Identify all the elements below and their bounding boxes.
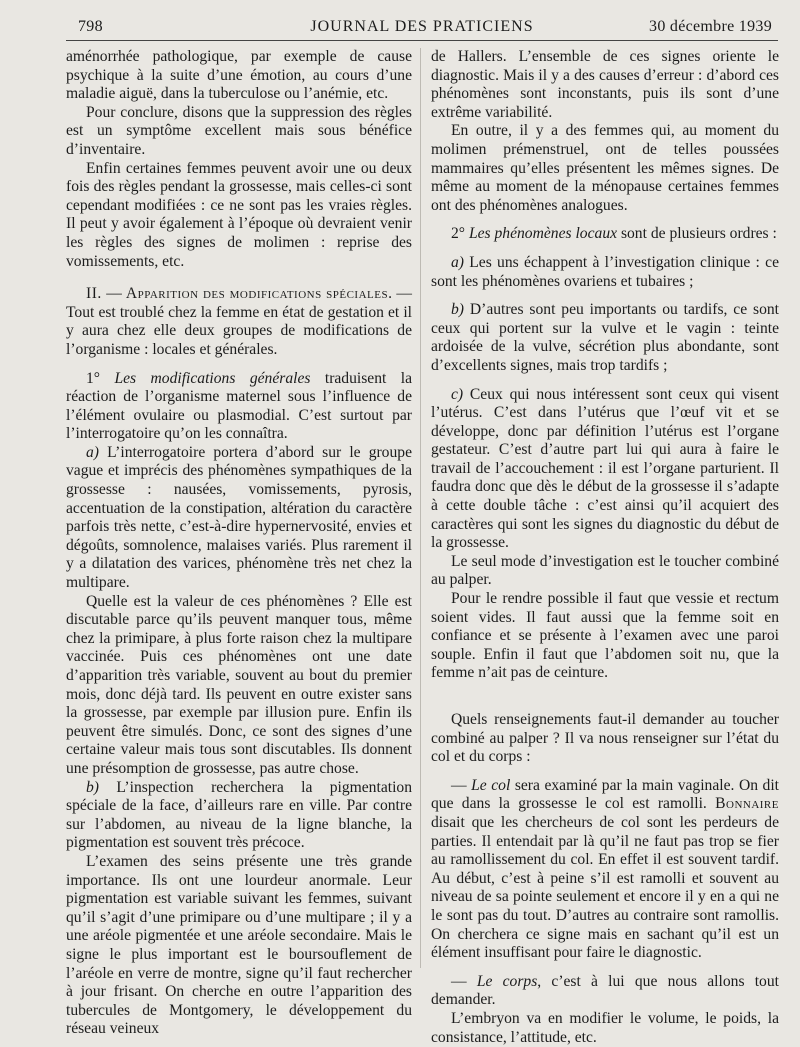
paragraph: aménorrhée pathologique, par exemple de cause psychique à la suite d’une émotion, au cours d’une maladie aiguë, dans la tuberculose ou l’anémie, etc. (66, 48, 412, 103)
paragraph: c) Ceux qui nous intéressent sont ceux qui visent l’utérus. C’est dans l’utérus que l’œuf vit et se développe, donc par définition l’utérus est l’organe gestateur. C’est d’autre part lui qui aura à faire le travail de l’accouchement : il est l’organe parturient. Il faudra donc que dès le début de la grossesse il s’adapte à cette double tâche : c’est ainsi qu’il acquiert des caractères qui sont les signes du diagnostic du début de la grossesse. (431, 385, 779, 552)
subsection-title: Les phénomènes locaux (468, 225, 618, 243)
right-column (431, 48, 779, 1047)
paragraph: Le seul mode d’investigation est le toucher combiné au palper. (431, 552, 779, 589)
paragraph: L’examen des seins présente une très grande importance. Ils ont une lourdeur anormale. Leur pigmentation est variable suivant les femmes, suivant qu’il s’agit d’une primipare ou d’une multipare ; il y a une aréole pigmentée et une aréole secondaire. Mais le signe le plus important est le boursouflement de l’aréole en verre de montre, signe qu’il faut rechercher à jour frisant. On cherche en outre l’apparition des tubercules de Montgomery, le développement du réseau veineux (66, 852, 412, 1038)
paragraph: a) Les uns échappent à l’investigation clinique : ce sont les phénomènes ovariens et tubaires ; (431, 253, 779, 290)
author-name: Bonnaire (715, 795, 779, 813)
paragraph: Quels renseignements faut-il demander au toucher combiné au palper ? Il va nous renseigner sur l’état du col et du corps : (431, 711, 779, 766)
subsection-title: Les modifications générales (114, 369, 311, 387)
left-column (66, 48, 412, 1039)
paragraph: — Le col sera examiné par la main vaginale. On dit que dans la grossesse le col est ramolli. Bonnaire disait que les chercheurs de col sont les perdeurs de parties. Il entendait par là qu’il ne faut pas trop se fier au ramollissement du col. En effet il est souvent tardif. Au début, c’est à peine s’il est ramolli et souvent au niveau de sa pointe seulement et encore il y en a qui ne le sont pas du tout. D’autres au contraire sont ramollis. On cherchera ce signe mais en sachant qu’il est un élément insuffisant pour faire le diagnostic. (431, 776, 779, 962)
page-number: 798 (78, 18, 103, 35)
paragraph: a) L’interrogatoire portera d’abord sur le groupe vague et imprécis des phénomènes sympathiques de la grossesse : nausées, vomissements, pyrosis, accentuation de la constipation, altération du caractère parfois très nette, c’est-à-dire hypernervosité, envies et dégoûts, somnolence, malaises variés. Plus rarement il y a dilatation des varices, phénomène très net chez la multipare. (66, 443, 412, 592)
journal-title: JOURNAL DES PRATICIENS (310, 18, 534, 35)
paragraph: — Le corps, c’est à lui que nous allons tout demander. (431, 972, 779, 1009)
paragraph: Quelle est la valeur de ces phénomènes ? Elle est discutable parce qu’ils peuvent manquer tous, même chez la primipare, à plus forte raison chez la multipare vaccinée. Puis ces phénomènes ont une date d’apparition très variable, souvent au bout du premier mois, donc déjà tard. Ils peuvent en outre exister sans la grossesse, par exemple par illusion pure. Enfin ils peuvent être simulés. Donc, ce sont des signes d’une certaine valeur mais tous sont discutables. Ils donnent une présomption de grossesse, pas autre chose. (66, 592, 412, 777)
paragraph: b) L’inspection recherchera la pigmentation spéciale de la face, d’ailleurs rare en ville. Par contre sur l’abdomen, au niveau de la ligne blanche, la pigmentation est souvent très précoce. (66, 778, 412, 852)
paragraph: Enfin certaines femmes peuvent avoir une ou deux fois des règles pendant la grossesse, mais celles-ci sont cependant modifiées : ce ne sont pas les vraies règles. Il peut y avoir également à l’époque où devraient venir les règles des signes de molimen : reprise des vomissements, etc. (66, 159, 412, 270)
section-heading-paragraph: II. — Apparition des modifications spéciales. — Tout est troublé chez la femme en état de gestation et il y aura chez elle deux groupes de modifications de l’organisme : locales et générales. (66, 285, 412, 358)
section-heading: II. — Apparition des modifications spéciales. (86, 285, 393, 303)
issue-date: 30 décembre 1939 (649, 18, 772, 35)
paragraph: b) D’autres sont peu importants ou tardifs, ce sont ceux qui portent sur la vulve et le vagin : teinte ardoisée de la vulve, sécrétion plus abondante, sont d’excellents signes, mais trop tardifs ; (431, 301, 779, 374)
paragraph: L’embryon va en modifier le volume, le poids, la consistance, l’attitude, etc. (431, 1009, 779, 1046)
paragraph: En outre, il y a des femmes qui, au moment du molimen prémenstruel, ont de telles poussées mammaires qu’elles présentent les mêmes signes. De même au moment de la ménopause certaines femmes ont des phénomènes analogues. (431, 122, 779, 214)
paragraph: de Hallers. L’ensemble de ces signes oriente le diagnostic. Mais il y a des causes d’erreur : d’abord ces phénomènes sont inconstants, puis ils sont d’une extrême variabilité. (431, 48, 779, 121)
paragraph: 1° Les modifications générales traduisent la réaction de l’organisme maternel sous l’influence de l’élément ovulaire ou plasmodial. C’est surtout par l’interrogatoire qu’on les connaîtra. (66, 369, 413, 443)
column-divider (420, 48, 421, 968)
paragraph: 2° Les phénomènes locaux sont de plusieurs ordres : (451, 225, 777, 243)
paragraph: Pour conclure, disons que la suppression des règles est un symptôme excellent mais sous bénéfice d’inventaire. (66, 103, 412, 158)
running-header (66, 16, 778, 41)
paragraph: Pour le rendre possible il faut que vessie et rectum soient vides. Il faut aussi que la femme soit en confiance et se présente à l’examen avec une paroi souple. Enfin il faut que l’abdomen soit nu, que la femme n’ait pas de ceinture. (431, 590, 779, 682)
